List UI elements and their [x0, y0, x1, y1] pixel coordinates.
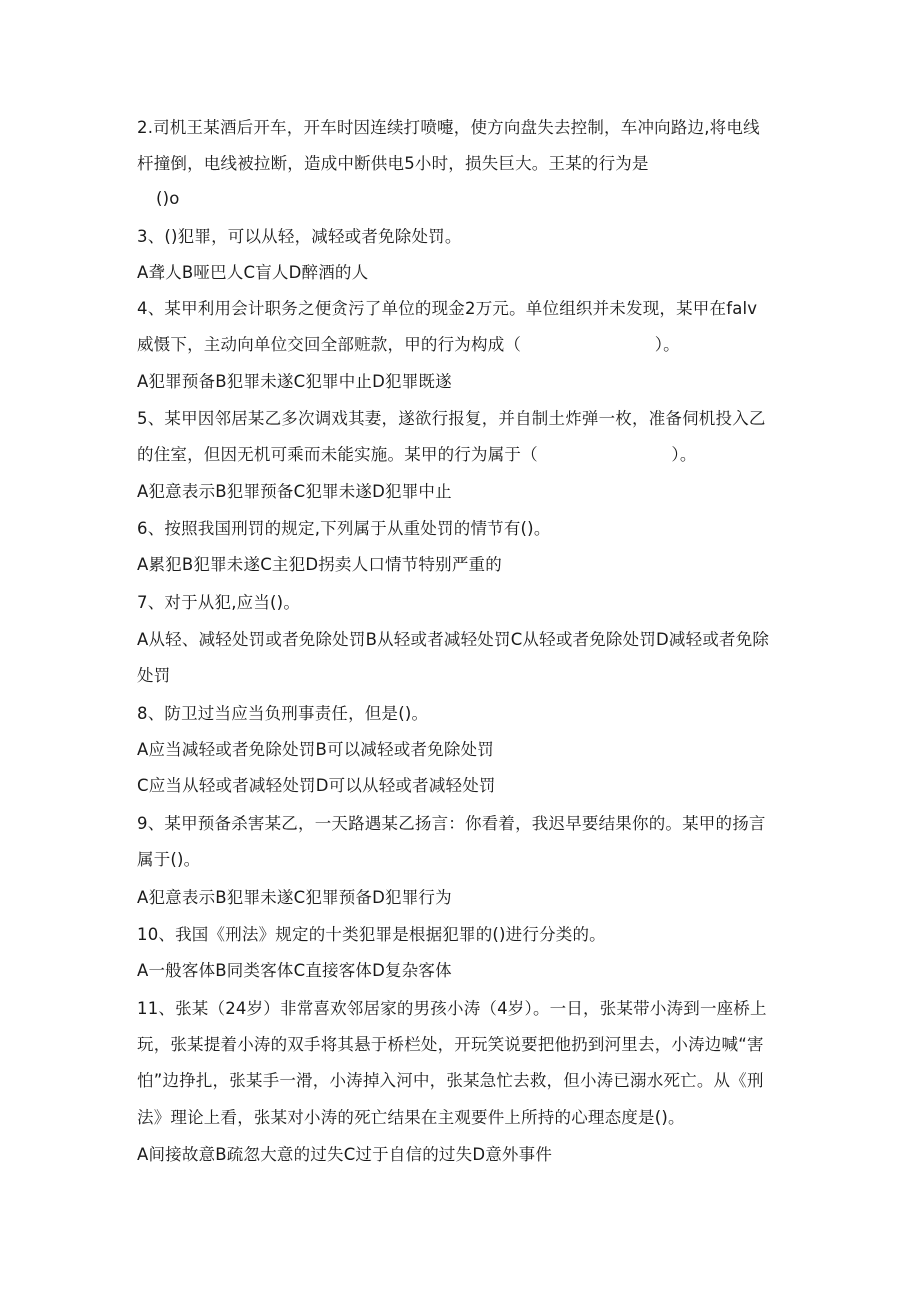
text-line: 处罚 [137, 666, 171, 685]
text-line: A应当减轻或者免除处罚B可以减轻或者免除处罚 [137, 740, 495, 759]
text-line: 3、()犯罪，可以从轻，减轻或者免除处罚。 [137, 227, 462, 246]
text-line: 2.司机王某酒后开车，开车时因连续打喷嚏，使方向盘失去控制，车冲向路边,将电线 [137, 118, 760, 137]
text-line: 威慑下，主动向单位交回全部赃款，甲的行为构成（ ）。 [137, 335, 680, 354]
text-line: C应当从轻或者减轻处罚D可以从轻或者减轻处罚 [137, 776, 496, 795]
text-line: 4、某甲利用会计职务之便贪污了单位的现金2万元。单位组织并未发现，某甲在falv [137, 299, 758, 318]
text-line: 杆撞倒，电线被拉断，造成中断供电5小时，损失巨大。王某的行为是 [137, 154, 649, 173]
text-line: 8、防卫过当应当负刑事责任，但是()。 [137, 704, 429, 723]
text-line: A累犯B犯罪未遂C主犯D拐卖人口情节特别严重的 [137, 555, 502, 574]
text-line: 7、对于从犯,应当()。 [137, 593, 301, 612]
text-line: A犯意表示B犯罪预备C犯罪未遂D犯罪中止 [137, 482, 452, 501]
text-line: A犯罪预备B犯罪未遂C犯罪中止D犯罪既遂 [137, 372, 452, 391]
text-line: 玩，张某提着小涛的双手将其悬于桥栏处，开玩笑说要把他扔到河里去，小涛边喊“害 [137, 1035, 764, 1054]
text-line: 5、某甲因邻居某乙多次调戏其妻，遂欲行报复，并自制土炸弹一枚，准备伺机投入乙 [137, 409, 766, 428]
text-line: 法》理论上看，张某对小涛的死亡结果在主观要件上所持的心理态度是()。 [137, 1108, 685, 1127]
text-line: A一般客体B同类客体C直接客体D复杂客体 [137, 961, 452, 980]
text-line: A从轻、减轻处罚或者免除处罚B从轻或者减轻处罚C从轻或者免除处罚D减轻或者免除 [137, 630, 770, 649]
text-line: 10、我国《刑法》规定的十类犯罪是根据犯罪的()进行分类的。 [137, 925, 606, 944]
text-line: A聋人B哑巴人C盲人D醉酒的人 [137, 263, 369, 282]
text-line: 的住室，但因无机可乘而未能实施。某甲的行为属于（ ）。 [137, 445, 697, 464]
text-line: 属于()。 [137, 850, 201, 869]
text-line: A间接故意B疏忽大意的过失C过于自信的过失D意外事件 [137, 1145, 553, 1164]
text-line: ()o [156, 189, 180, 208]
text-line: 11、张某（24岁）非常喜欢邻居家的男孩小涛（4岁）。一日，张某带小涛到一座桥上 [137, 999, 767, 1018]
text-line: 9、某甲预备杀害某乙，一天路遇某乙扬言：你看着，我迟早要结果你的。某甲的扬言 [137, 814, 766, 833]
text-line: 怕”边挣扎，张某手一滑，小涛掉入河中，张某急忙去救，但小涛已溺水死亡。从《刑 [137, 1071, 764, 1090]
text-line: 6、按照我国刑罚的规定,下列属于从重处罚的情节有()。 [137, 519, 551, 538]
text-line: A犯意表示B犯罪未遂C犯罪预备D犯罪行为 [137, 888, 452, 907]
